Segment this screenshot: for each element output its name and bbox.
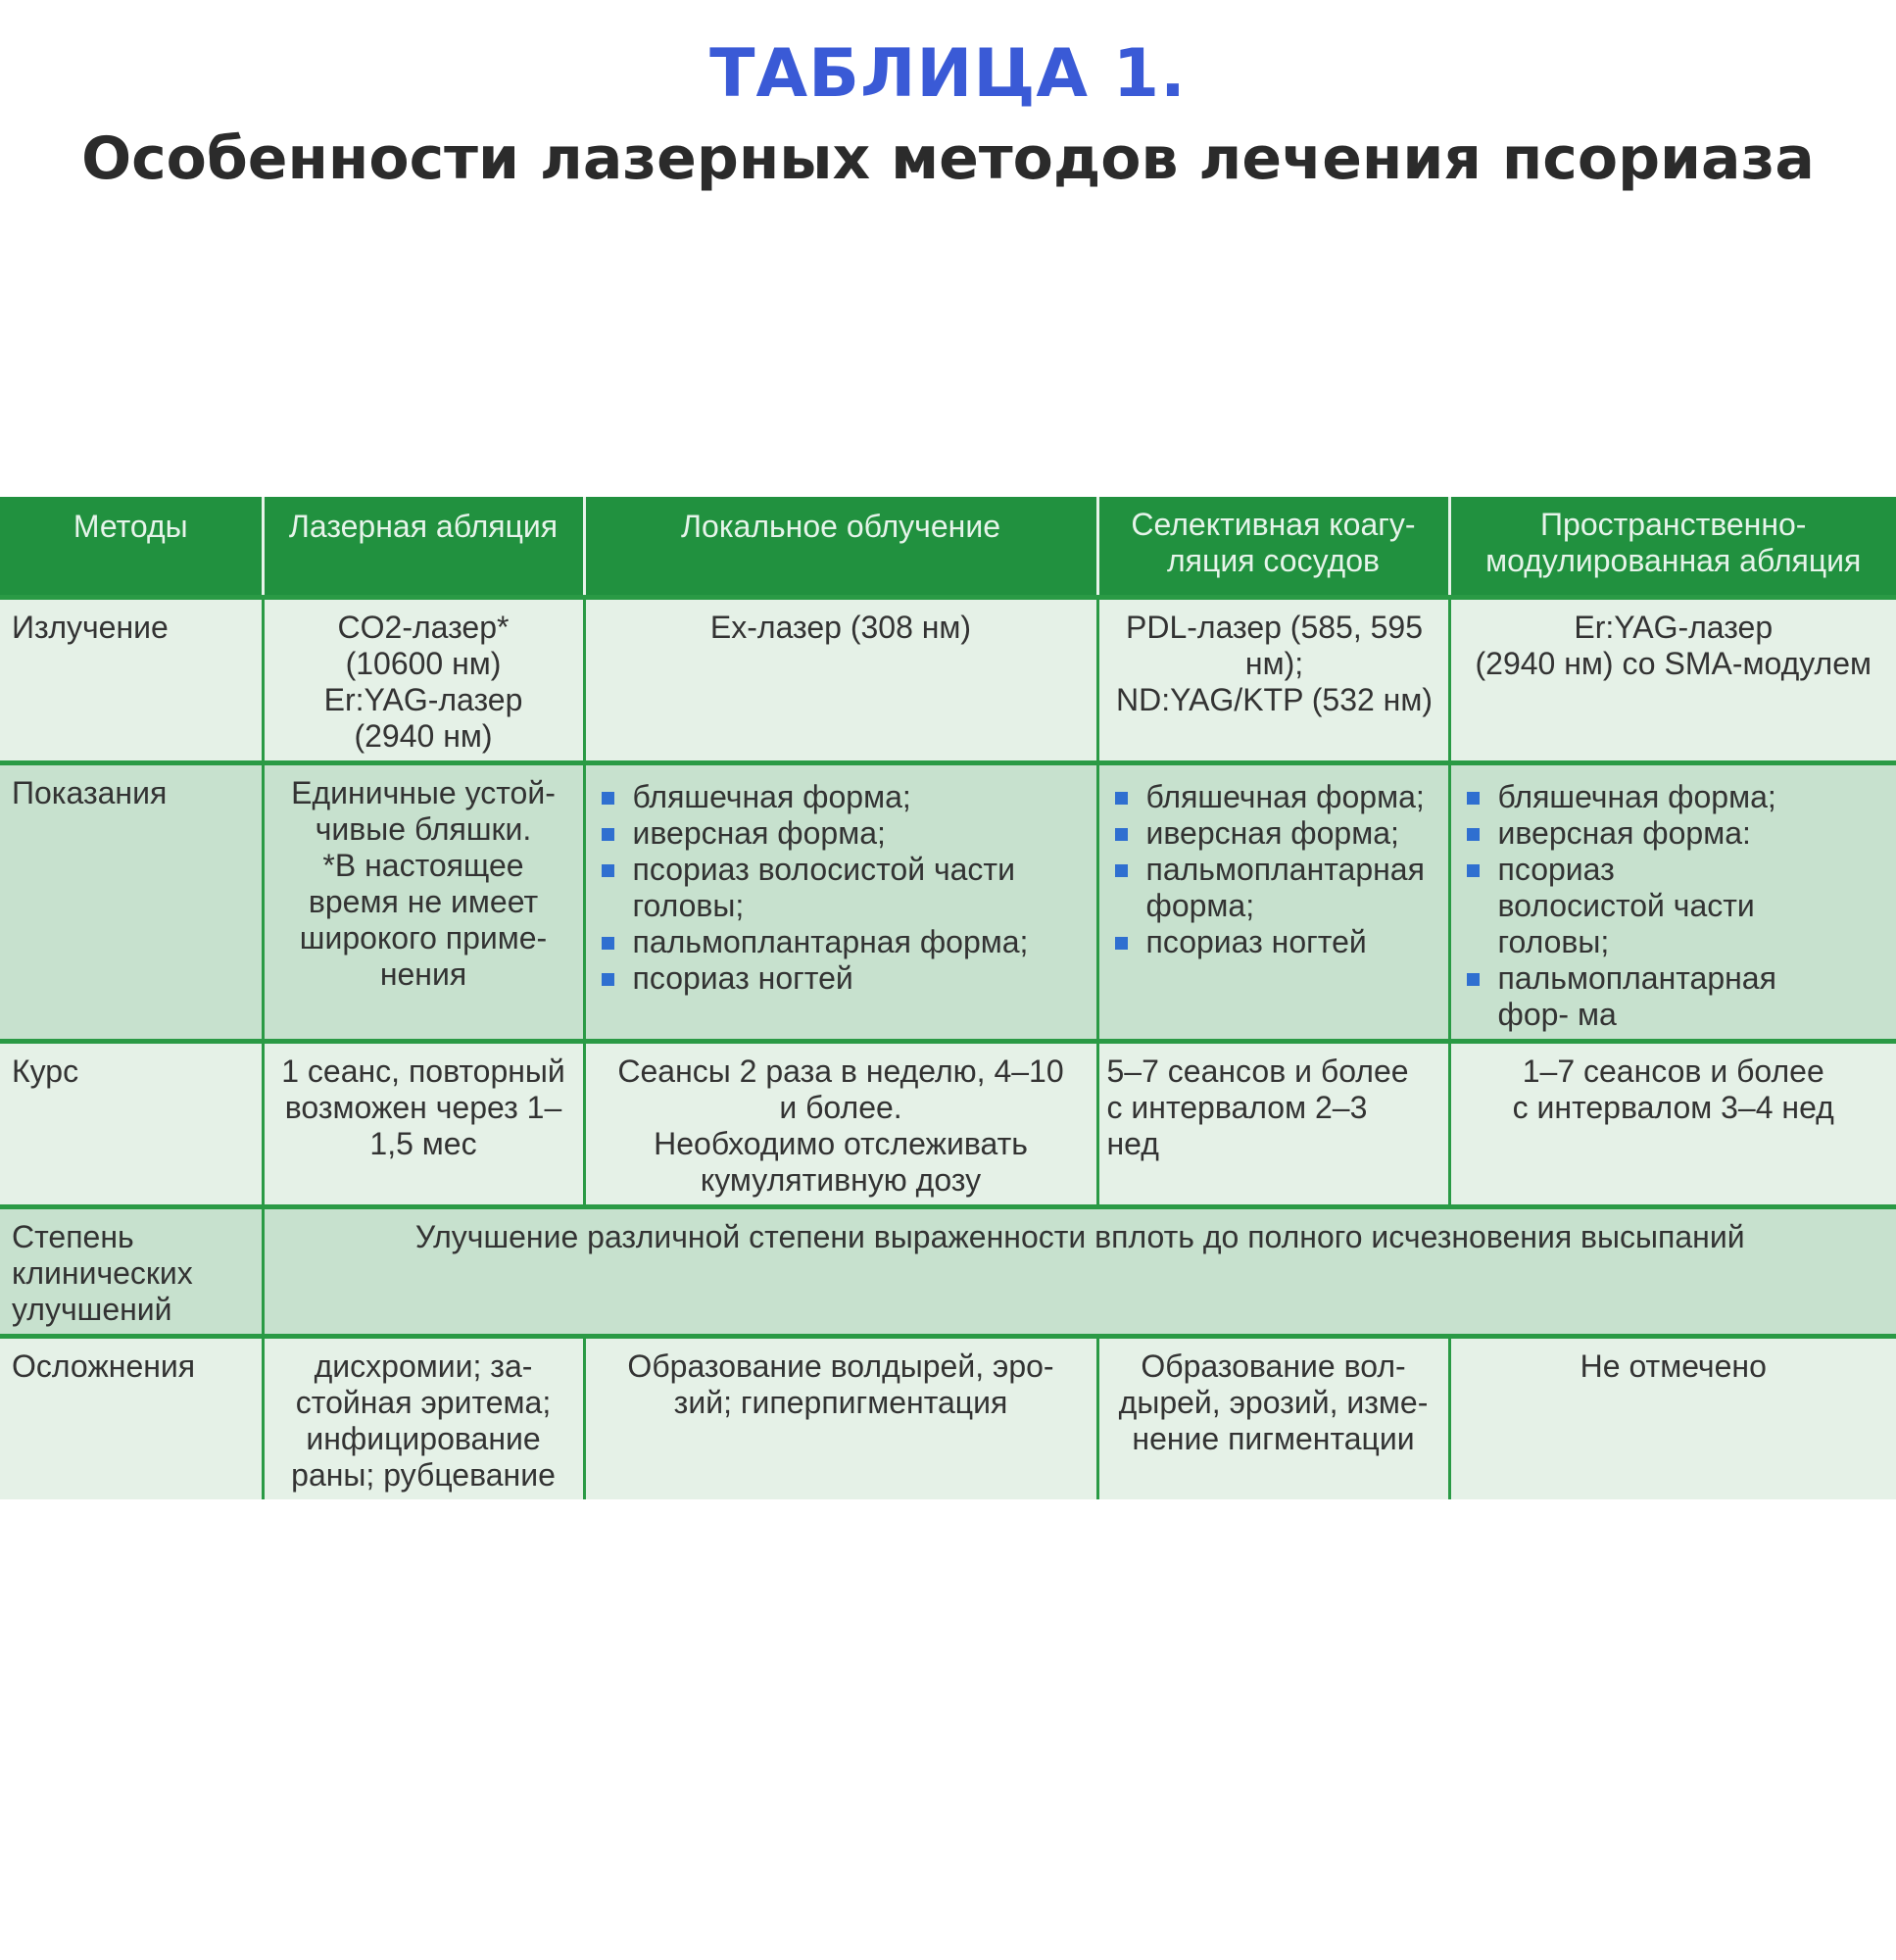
row-label-complications: Осложнения bbox=[0, 1337, 263, 1500]
list-item: иверсная форма; bbox=[1111, 815, 1436, 852]
list-item: пальмоплантарная форма; bbox=[1111, 852, 1436, 924]
bullet-icon bbox=[602, 973, 614, 986]
course-spatial: 1–7 сеансов и более с интервалом 3–4 нед bbox=[1449, 1042, 1896, 1207]
bullet-icon bbox=[1467, 828, 1480, 841]
bullet-icon bbox=[602, 937, 614, 950]
bullet-icon bbox=[1467, 973, 1480, 986]
table-header-row bbox=[0, 497, 1896, 598]
bullet-icon bbox=[1115, 937, 1128, 950]
radiation-laser-ablation: CO2-лазер* (10600 нм) Er:YAG-лазер (2940 нм) bbox=[263, 598, 584, 763]
table-row bbox=[0, 598, 1896, 763]
complications-spatial: Не отмечено bbox=[1449, 1337, 1896, 1500]
row-label-course: Курс bbox=[0, 1042, 263, 1207]
list-item: псориаз волосистой части головы; bbox=[598, 852, 1085, 924]
row-label-improvement: Степень клинических улучшений bbox=[0, 1207, 263, 1337]
radiation-spatial: Er:YAG-лазер (2940 нм) со SMA-модулем bbox=[1449, 598, 1896, 763]
header-spatial-ablation: Пространственно- модулированная абляция bbox=[1449, 497, 1896, 598]
radiation-local: Ex-лазер (308 нм) bbox=[584, 598, 1097, 763]
header-selective-coagulation: Селективная коагу- ляция сосудов bbox=[1097, 497, 1449, 598]
bullet-icon bbox=[602, 864, 614, 877]
table-row bbox=[0, 1337, 1896, 1500]
bullet-icon bbox=[1467, 864, 1480, 877]
row-label-radiation: Излучение bbox=[0, 598, 263, 763]
page-title: Особенности лазерных методов лечения псориаза bbox=[81, 124, 1815, 193]
header-laser-ablation: Лазерная абляция bbox=[263, 497, 584, 598]
list-item: бляшечная форма; bbox=[1463, 779, 1885, 815]
indications-spatial bbox=[1449, 763, 1896, 1042]
bullet-icon bbox=[602, 792, 614, 805]
table-label: ТАБЛИЦА 1. bbox=[709, 35, 1187, 113]
bullet-icon bbox=[1115, 792, 1128, 805]
complications-selective: Образование вол- дырей, эрозий, изме- нение пигментации bbox=[1097, 1337, 1449, 1500]
list-item: псориаз ногтей bbox=[1111, 924, 1436, 960]
list-item: иверсная форма; bbox=[598, 815, 1085, 852]
indications-laser-ablation: Единичные устой- чивые бляшки. *В настоящее время не имеет широкого приме- нения bbox=[263, 763, 584, 1042]
methods-table bbox=[0, 497, 1896, 1499]
indications-selective bbox=[1097, 763, 1449, 1042]
improvement-value: Улучшение различной степени выраженности вплоть до полного исчезновения высыпаний bbox=[263, 1207, 1896, 1337]
list-item: псориаз ногтей bbox=[598, 960, 1085, 997]
list-item: иверсная форма: bbox=[1463, 815, 1885, 852]
list-item: пальмоплантарная форма; bbox=[598, 924, 1085, 960]
course-laser-ablation: 1 сеанс, повторный возможен через 1– 1,5 мес bbox=[263, 1042, 584, 1207]
indications-local bbox=[584, 763, 1097, 1042]
radiation-selective: PDL-лазер (585, 595 нм); ND:YAG/KTP (532 нм) bbox=[1097, 598, 1449, 763]
list-item: бляшечная форма; bbox=[598, 779, 1085, 815]
heading bbox=[0, 35, 1896, 200]
complications-local: Образование волдырей, эро- зий; гиперпигментация bbox=[584, 1337, 1097, 1500]
list-item: бляшечная форма; bbox=[1111, 779, 1436, 815]
bullet-icon bbox=[602, 828, 614, 841]
row-label-indications: Показания bbox=[0, 763, 263, 1042]
list-item: пальмоплантарная фор- ма bbox=[1463, 960, 1885, 1033]
table-row bbox=[0, 1042, 1896, 1207]
header-methods: Методы bbox=[0, 497, 263, 598]
bullet-icon bbox=[1115, 828, 1128, 841]
table-row bbox=[0, 763, 1896, 1042]
bullet-icon bbox=[1467, 792, 1480, 805]
complications-laser-ablation: дисхромии; за- стойная эритема; инфицирование раны; рубцевание bbox=[263, 1337, 584, 1500]
bullet-icon bbox=[1115, 864, 1128, 877]
table-row bbox=[0, 1207, 1896, 1337]
course-selective: 5–7 сеансов и более с интервалом 2–3 нед bbox=[1097, 1042, 1449, 1207]
list-item: псориаз волосистой части головы; bbox=[1463, 852, 1885, 960]
course-local: Сеансы 2 раза в неделю, 4–10 и более. Необходимо отслеживать кумулятивную дозу bbox=[584, 1042, 1097, 1207]
header-local-irradiation: Локальное облучение bbox=[584, 497, 1097, 598]
